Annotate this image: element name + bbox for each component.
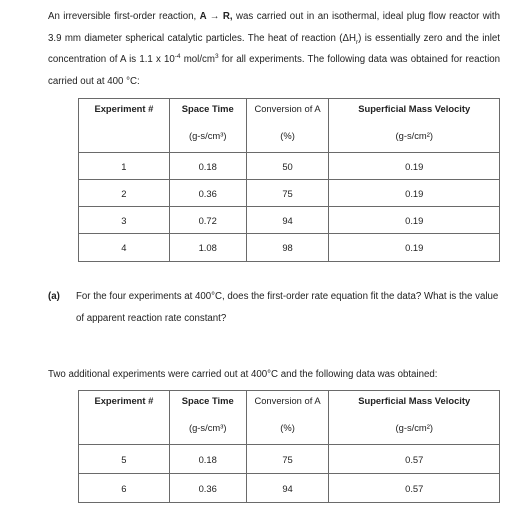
column-units: (g-s/cm³) bbox=[169, 411, 246, 445]
column-header: Space Time bbox=[169, 99, 246, 119]
table-cell: 3 bbox=[79, 207, 170, 234]
table-cell: 0.36 bbox=[169, 180, 246, 207]
intro-text: for all experiments. The following data was obtained for reaction carried out at 400 °C: bbox=[48, 54, 500, 87]
table-cell: 0.36 bbox=[169, 474, 246, 503]
column-units: (%) bbox=[246, 411, 329, 445]
table-header-row bbox=[79, 391, 500, 411]
table-units-row bbox=[79, 119, 500, 153]
reaction-equation: A → R, bbox=[199, 11, 233, 22]
table-cell: 75 bbox=[246, 180, 329, 207]
column-units: (g-s/cm²) bbox=[329, 119, 500, 153]
table-cell: 5 bbox=[79, 445, 170, 474]
column-header: Experiment # bbox=[79, 99, 170, 119]
table-cell: 0.19 bbox=[329, 180, 500, 207]
intro-text: An irreversible first-order reaction, bbox=[48, 11, 200, 22]
column-units: (%) bbox=[246, 119, 329, 153]
problem-intro bbox=[48, 6, 500, 92]
question-text: For the four experiments at 400°C, does the first-order rate equation fit the data? What is the value of apparent reaction rate constant? bbox=[76, 291, 499, 324]
table-cell: 4 bbox=[79, 234, 170, 262]
table-row bbox=[79, 445, 500, 474]
table-cell: 0.19 bbox=[329, 153, 500, 180]
table-cell: 6 bbox=[79, 474, 170, 503]
intro-text: ) is essentially zero and the inlet concentration of A is 1.1 x 10 bbox=[48, 32, 500, 65]
table-row bbox=[79, 180, 500, 207]
column-units bbox=[79, 119, 170, 153]
table-cell: 0.19 bbox=[329, 207, 500, 234]
table-cell: 1 bbox=[79, 153, 170, 180]
table-cell: 75 bbox=[246, 445, 329, 474]
table-cell: 1.08 bbox=[169, 234, 246, 262]
column-header: Superficial Mass Velocity bbox=[329, 391, 500, 411]
intro-text: mol/cm bbox=[180, 54, 215, 65]
column-units: (g-s/cm³) bbox=[169, 119, 246, 153]
table-cell: 0.72 bbox=[169, 207, 246, 234]
table-cell: 0.19 bbox=[329, 234, 500, 262]
column-header: Experiment # bbox=[79, 391, 170, 411]
column-header: Space Time bbox=[169, 391, 246, 411]
question-label: (a) bbox=[48, 291, 60, 302]
table-cell: 0.18 bbox=[169, 153, 246, 180]
table-cell: 94 bbox=[246, 207, 329, 234]
column-header: Conversion of A bbox=[246, 99, 329, 119]
table-header-row bbox=[79, 99, 500, 119]
table-cell: 50 bbox=[246, 153, 329, 180]
column-units: (g-s/cm²) bbox=[329, 411, 500, 445]
column-units bbox=[79, 411, 170, 445]
data-table-2 bbox=[78, 390, 500, 503]
table-cell: 0.18 bbox=[169, 445, 246, 474]
second-intro: Two additional experiments were carried out at 400°C and the following data was obtained: bbox=[48, 369, 438, 380]
exponent: -4 bbox=[174, 52, 181, 60]
table-cell: 2 bbox=[79, 180, 170, 207]
table-row bbox=[79, 207, 500, 234]
exponent: 3 bbox=[214, 52, 219, 60]
table-cell: 94 bbox=[246, 474, 329, 503]
intro-text: was carried out in an isothermal, ideal plug flow reactor with 3.9 mm diameter spherical catalytic particles. The heat of reaction (ΔH bbox=[48, 11, 500, 44]
subscript: r bbox=[355, 38, 359, 46]
table-units-row bbox=[79, 411, 500, 445]
table-cell: 0.57 bbox=[329, 474, 500, 503]
table-row bbox=[79, 153, 500, 180]
data-table-1 bbox=[78, 98, 500, 262]
table-row bbox=[79, 474, 500, 503]
table-cell: 0.57 bbox=[329, 445, 500, 474]
table-cell: 98 bbox=[246, 234, 329, 262]
column-header: Conversion of A bbox=[246, 391, 329, 411]
question-a bbox=[48, 286, 508, 329]
table-row bbox=[79, 234, 500, 262]
column-header: Superficial Mass Velocity bbox=[329, 99, 500, 119]
